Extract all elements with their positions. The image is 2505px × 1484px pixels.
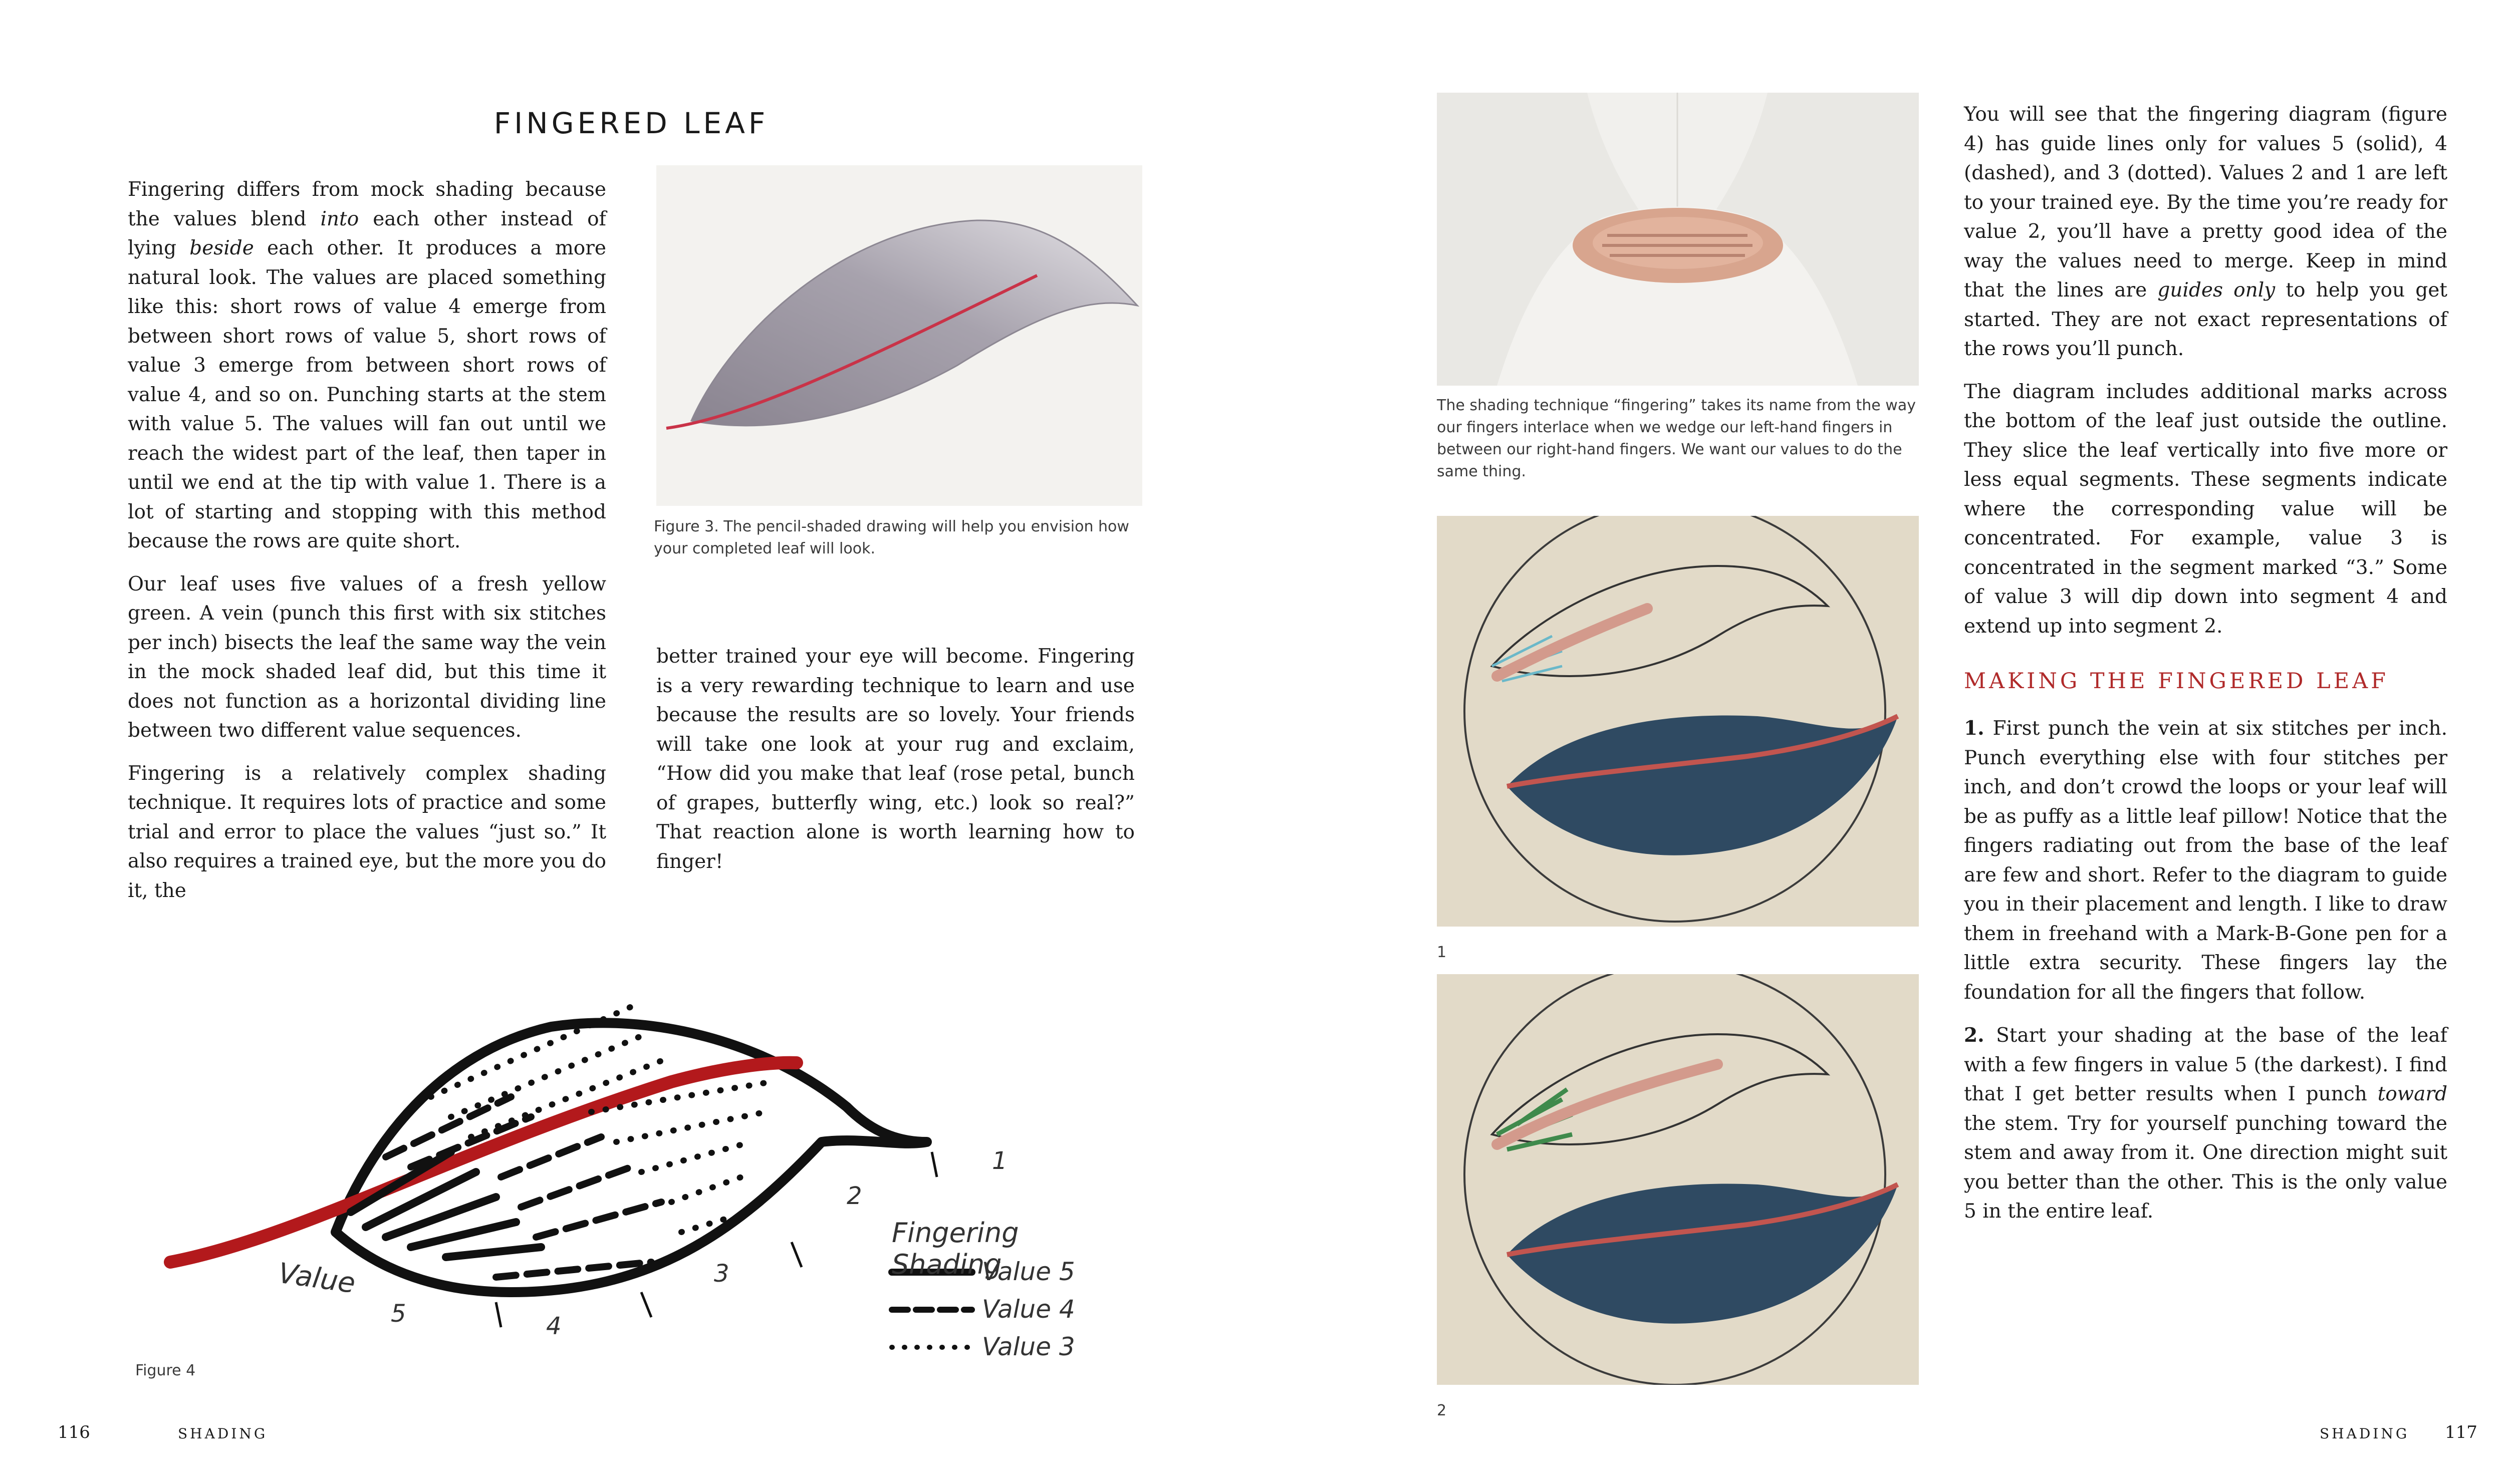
- legend-item-value-3: Value 3: [982, 1332, 1075, 1361]
- step-number: 2.: [1964, 1024, 1984, 1047]
- figure-4-label: Figure 4: [135, 1362, 196, 1379]
- segment-number-5: 5: [391, 1300, 406, 1328]
- step-number: 1.: [1964, 717, 1984, 740]
- figure-4-diagram: [150, 932, 1102, 1382]
- paragraph: Fingering is a relatively complex shading technique. It requires lots of practice and some trial and error to place the values “just so.” It also requires a trained eye, but the more you do it, the: [128, 762, 606, 902]
- right-page-number: 117: [2445, 1422, 2477, 1442]
- paragraph: The diagram includes additional marks across the bottom of the leaf just outside the outline. They slice the leaf vertically into five more or less equal segments. These segments indicate where the corresponding value will be concentrated. For example, value 3 is concentrated in the segment marked “3.” Some of value 3 will dip down into segment 4 and extend up into segment 2.: [1964, 380, 2447, 638]
- legend-title: Fingering Shading: [892, 1217, 1019, 1280]
- legend-item-value-5: Value 5: [982, 1257, 1075, 1286]
- paragraph: You will see that the fingering diagram (figure 4) has guide lines only for values 5 (solid), 4 (dashed), and 3 (dotted). Values 2 and 1 are left to your trained eye. By the time you’re ready for value 2, you’ll have a pretty good idea of the way the values need to merge. Keep in mind that the lines are guides only to help you get started. They are not exact representations of the rows you’ll punch.: [1964, 103, 2447, 360]
- value-word-label: Value: [276, 1257, 358, 1300]
- paragraph: better trained your eye will become. Fingering is a very rewarding technique to learn and use because the results are so lovely. Your friends will take one look at your rug and exclaim, “How did you make that leaf (rose petal, bunch of grapes, butterfly wing, etc.) look so real?” That reaction alone is worth learning how to finger!: [656, 645, 1135, 873]
- figure-3-drawing: [656, 165, 1142, 506]
- photo-label-2: 2: [1437, 1402, 1447, 1419]
- segment-number-2: 2: [847, 1182, 862, 1210]
- segment-number-3: 3: [714, 1260, 729, 1288]
- paragraph: Fingering differs from mock shading because the values blend into each other instead of lying beside each other. It produces a more natural look. The values are placed something like this: short rows of value 4 emerge from between short rows of value 5, short rows of value 3 emerge from between short rows of value 4, and so on. Punching starts at the stem with value 5. The values will fan out until we reach the widest part of the leaf, then taper in until we end at the tip with value 1. There is a lot of starting and stopping with this method because the rows are quite short.: [128, 178, 606, 552]
- right-column-text: [1964, 100, 2447, 655]
- legend-item-value-4: Value 4: [982, 1295, 1075, 1324]
- segment-number-4: 4: [546, 1312, 562, 1340]
- left-running-footer: SHADING: [178, 1425, 268, 1442]
- photo-label-1: 1: [1437, 944, 1447, 961]
- section-subheading: MAKING THE FINGERED LEAF: [1964, 669, 2389, 694]
- left-column2-text: [656, 642, 1135, 890]
- right-running-footer: SHADING: [2320, 1425, 2410, 1442]
- paragraph: Our leaf uses five values of a fresh yellow green. A vein (punch this first with six stitches per inch) bisects the leaf the same way the vein in the mock shaded leaf did, but this time it does not function as a horizontal dividing line between two different value sequences.: [128, 572, 606, 742]
- figure-3-caption: Figure 3. The pencil-shaded drawing will help you envision how your completed leaf will look.: [654, 518, 1129, 557]
- rug-photo-2: [1437, 974, 1919, 1385]
- left-page-number: 116: [58, 1422, 90, 1442]
- page-title: FINGERED LEAF: [493, 106, 769, 140]
- left-column-text: [128, 175, 606, 919]
- step-item: 1. First punch the vein at six stitches per inch. Punch everything else with four stitches per inch, and don’t crowd the loops or your leaf will be as puffy as a little leaf pillow! Notice that the fingers radiating out from the base of the leaf are few and short. Refer to the diagram to guide you in their placement and length. I like to draw them in freehand with a Mark-B-Gone pen for a little extra security. These fingers lay the foundation for all the fingers that follow.: [1964, 717, 2447, 1004]
- step-item: 2. Start your shading at the base of the leaf with a few fingers in value 5 (the darkest). I find that I get better results when I punch toward the stem. Try for yourself punching toward the stem and away from it. One direction might suit you better than the other. This is the only value 5 in the entire leaf.: [1964, 1024, 2447, 1223]
- rug-photo-1: [1437, 516, 1919, 927]
- photo-caption: The shading technique “fingering” takes its name from the way our fingers interlace when we wedge our left-hand fingers in between our right-hand fingers. We want our values to do the same thing.: [1437, 397, 1916, 480]
- steps-list: [1964, 714, 2447, 1240]
- hands-photo: [1437, 93, 1919, 386]
- segment-number-1: 1: [992, 1147, 1008, 1175]
